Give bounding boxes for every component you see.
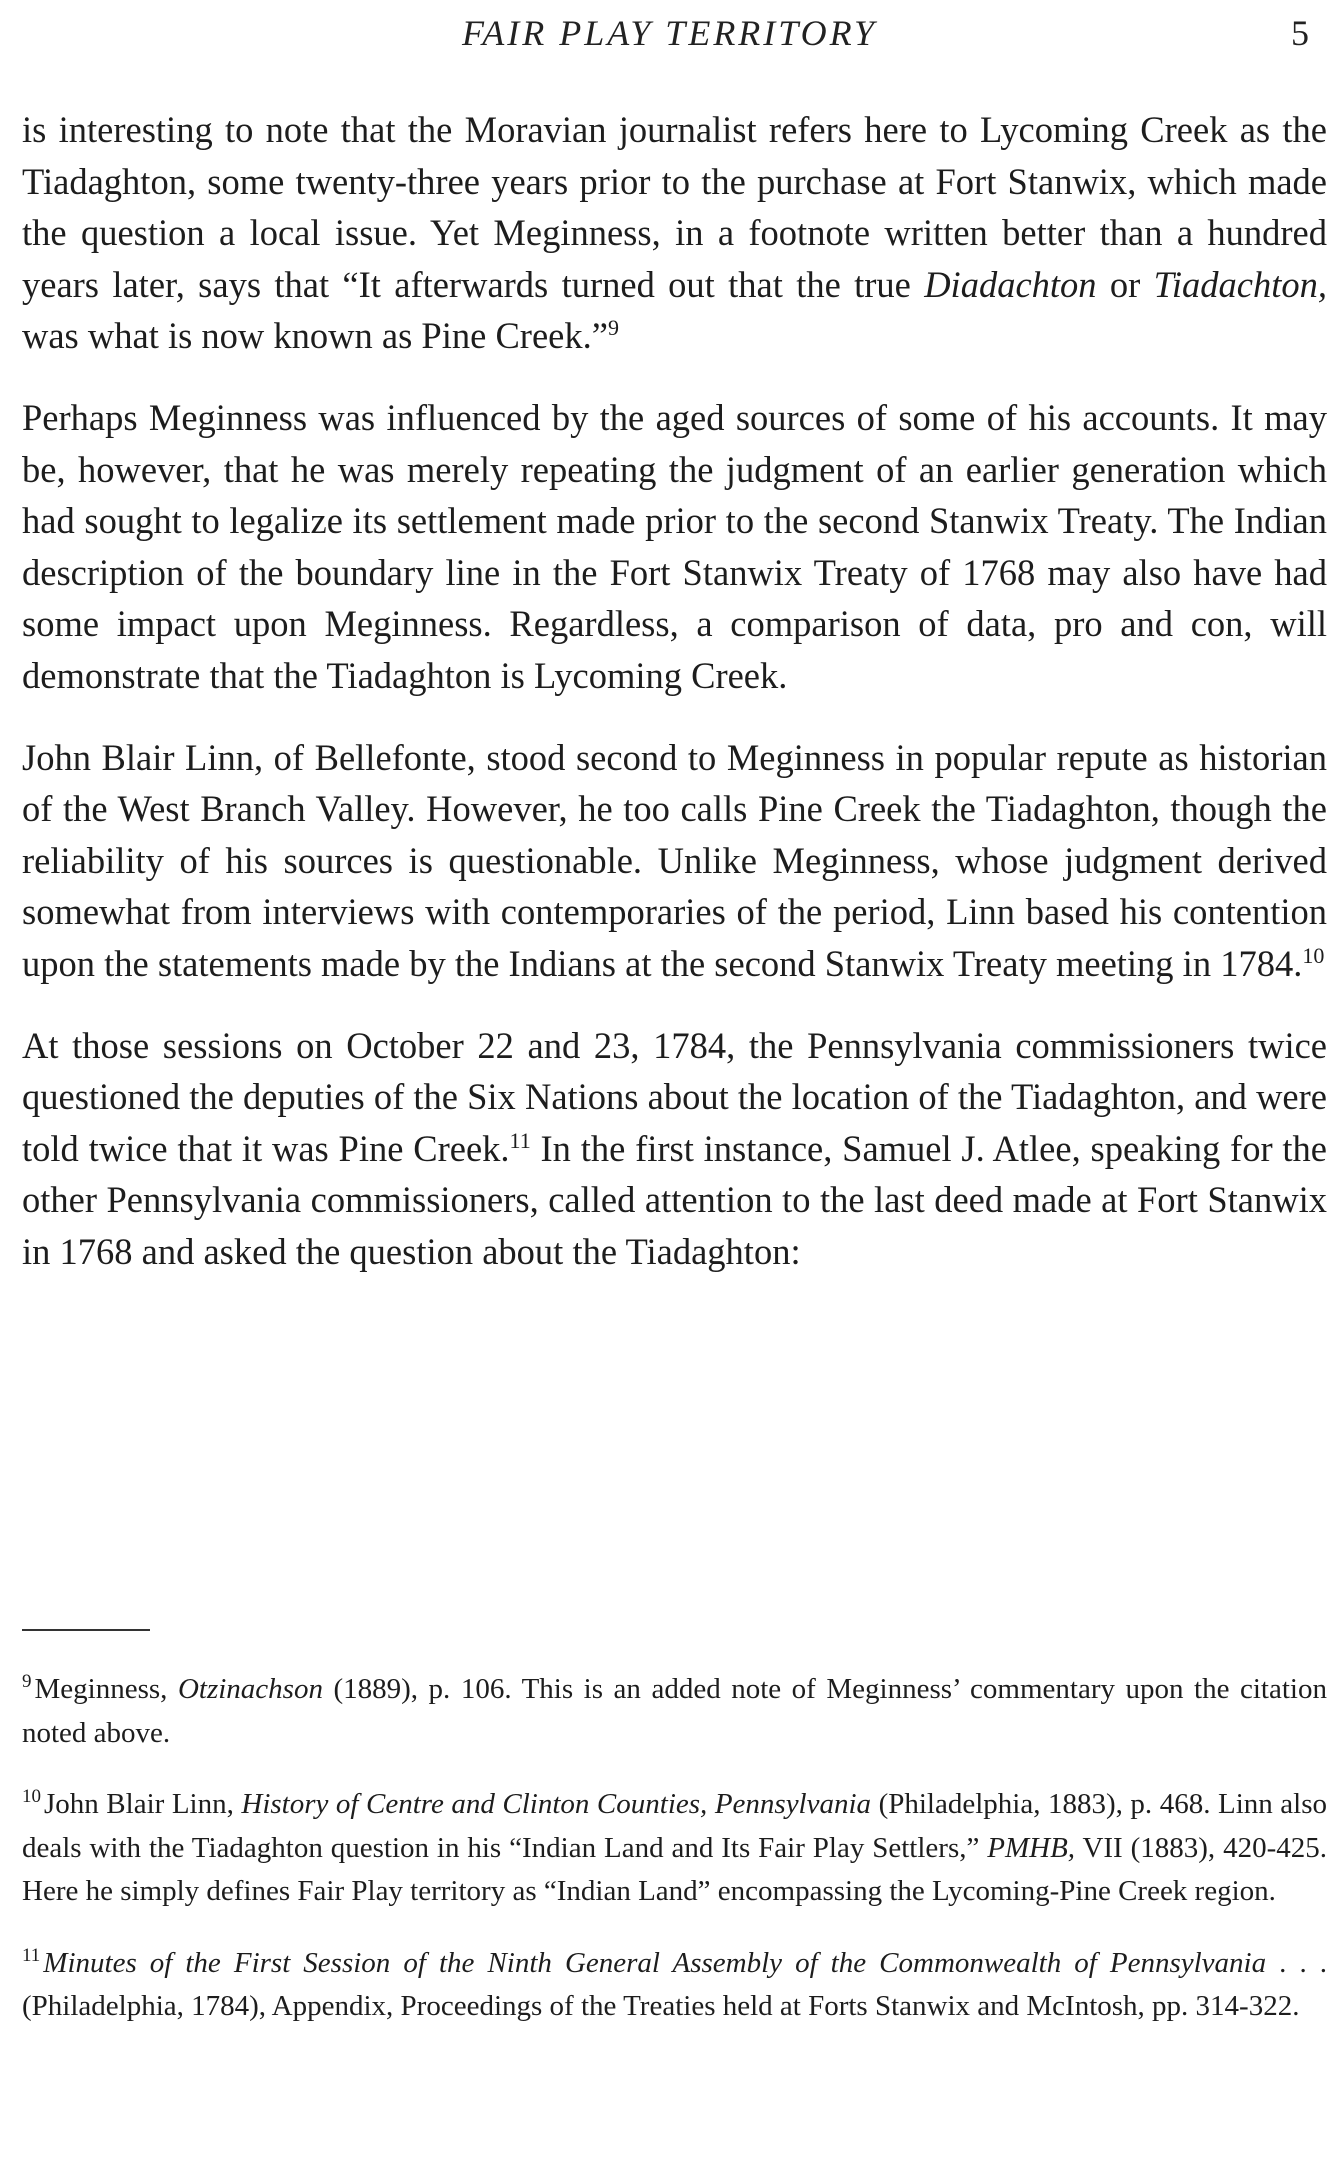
footnotes: [22, 1668, 1327, 2057]
page-header: [0, 10, 1339, 56]
footnote-number: 11: [22, 1944, 41, 1966]
italic-text: PMHB,: [987, 1831, 1076, 1864]
footnote-number: 9: [22, 1671, 32, 1693]
footnote-10: [22, 1783, 1327, 1914]
text-run: At those sessions on October 22 and 23, 1784, the Pennsylvania commissioners twice questioned the deputies of the Six Nations about the location of the Tiadaghton, and were told twice that it was Pine Creek.: [22, 1024, 1327, 1169]
text-run: Perhaps Meginness was influenced by the aged sources of some of his accounts. It may be, however, that he was merely repeating the judgment of an earlier generation which had sought to legalize its settlement made prior to the second Stanwix Treaty. The Indian description of the boundary line in the Fort Stanwix Treaty of 1768 may also have had some impact upon Meginness. Regardless, a comparison of data, pro and con, will demonstrate that the Tiadaghton is Lycoming Creek.: [22, 396, 1327, 696]
footnote-reference: 10: [1302, 942, 1325, 968]
footnote-reference: 9: [607, 315, 619, 341]
footnote-11: [22, 1942, 1327, 2029]
footnote-9: [22, 1668, 1327, 1755]
running-title: FAIR PLAY TERRITORY: [461, 13, 878, 53]
footnote-reference: 11: [509, 1127, 531, 1153]
text-run: was what is now known as Pine Creek.”: [22, 315, 608, 357]
text-run: (1889), p. 106. This is an added note of Meginness’ commentary upon the citation noted above.: [22, 1673, 1327, 1749]
italic-text: History of Centre and Clinton Counties, Pennsylvania: [241, 1788, 872, 1820]
paragraph-1: [22, 104, 1327, 362]
footnote-number: 10: [22, 1786, 41, 1808]
italic-text: Minutes of the First Session of the Ninth General Assembly of the Commonwealth of Pennsylvania: [43, 1946, 1267, 1979]
paragraph-2: [22, 392, 1327, 702]
footnote-rule: [22, 1629, 150, 1631]
italic-text: Tiadachton,: [1153, 263, 1327, 305]
text-run: John Blair Linn, of Bellefonte, stood second to Meginness in popular repute as historian of the West Branch Valley. However, he too calls Pine Creek the Tiadaghton, though the reliability of his sources is questionable. Unlike Meginness, whose judgment derived somewhat from interviews with contemporaries of the period, Linn based his contention upon the statements made by the Indians at the second Stanwix Treaty meeting in 1784.: [22, 736, 1327, 984]
text-run: . . . (Philadelphia, 1784), Appendix, Proceedings of the Treaties held at Forts Stanwix and McIntosh, pp. 314-322.: [22, 1946, 1328, 2022]
page-number: 5: [1291, 13, 1309, 53]
text-run: In the first instance, Samuel J. Atlee, speaking for the other Pennsylvania commissioners, called attention to the last deed made at Fort Stanwix in 1768 and asked the question about the Tiadaghton:: [22, 1127, 1327, 1272]
text-run: John Blair Linn,: [44, 1788, 242, 1820]
italic-text: Otzinachson: [177, 1673, 323, 1705]
text-run: Meginness,: [34, 1673, 178, 1705]
text-run: is interesting to note that the Moravian journalist refers here to Lycoming Creek as the Tiadaghton, some twenty-three years prior to the purchase at Fort Stanwix, which made the question a local issue. Yet Meginness, in a footnote written better than a hundred years later, says that “It afterwards turned out that the true: [22, 109, 1327, 305]
text-run: (Philadelphia, 1883), p. 468. Linn also deals with the Tiadaghton question in his “Indian Land and Its Fair Play Settlers,”: [22, 1788, 1327, 1864]
paragraph-3: [22, 732, 1327, 990]
body-text: [22, 104, 1327, 1307]
text-run: VII (1883), 420-425. Here he simply defines Fair Play territory as “Indian Land” encompassing the Lycoming-Pine Creek region.: [22, 1831, 1327, 1907]
italic-text: Diadachton: [924, 263, 1097, 305]
text-run: or: [1096, 263, 1154, 305]
paragraph-4: [22, 1020, 1327, 1278]
